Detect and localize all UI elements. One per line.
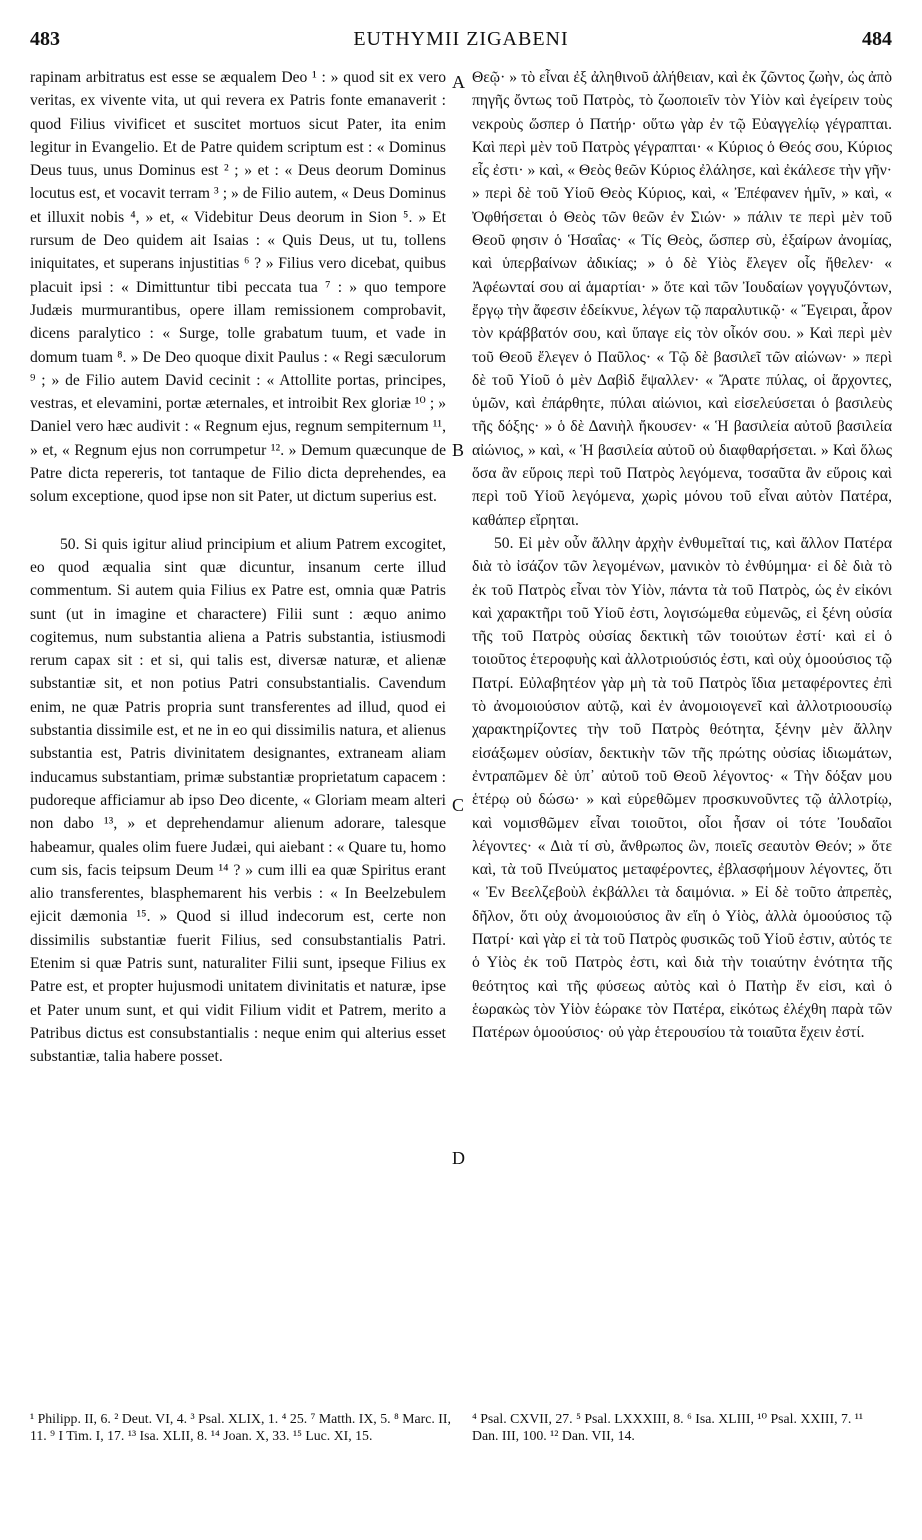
greek-paragraph-50: 50. Εἰ μὲν οὖν ἄλλην ἀρχὴν ἐνθυμεῖταί τις, καὶ ἄλλον Πατέρα διὰ τὸ ἰσάζον τῶν λεγομένων, μανικὸν τὸ ἐνθύμημα· εἰ δὲ διὰ τὸ ἐκ τοῦ Πατρὸς εἶναι τὸν Υἱὸν, πάντα τὰ τοῦ Πατρὸς, ὡς ἐν εἰκόνι καὶ χαρακτῆρι τοῦ Υἱοῦ ἐστι, λογισώμεθα εὐμενῶς, εἰ ξένη οὐσία τῆς τοῦ Πατρὸς οὐσίας δεκτικὴ τῶν τοιούτων ἐστί· καὶ εἰ ὁ τοιοῦτος ἑτεροφυὴς καὶ ἀλλοτριούσιός ἐστι, καὶ οὐχ ὁμοούσιος τῷ Πατρί. Εὐλαβητέον γὰρ μὴ τὰ τοῦ Πατρὸς ἴδια μεταφέροντες ἐπὶ τὸ ἀνομοιούσιον αὐτῷ, καὶ ἐν ἀνομοιογενεῖ καὶ ἀλλοτριοουσίῳ χαρακτηρίζοντες τὴν τοῦ Πατρὸς θεότητα, ξένην μὲν ἄλλην εἰσάξωμεν οὐσίαν, δεκτικὴν τῶν τῆς πρώτης οὐσίας ἰδιωμάτων, ἐντραπῶμεν δὲ ὑπ᾽ αὐτοῦ τοῦ Θεοῦ λέγοντος· « Τὴν δόξαν μου ἑτέρῳ οὐ δώσω· » καὶ εὑρεθῶμεν προσκυνοῦντες τῷ ἀλλοτρίῳ, καὶ νομισθῶμεν εἶναι τοιοῦτοι, οἷοι ἦσαν οἱ τότε Ἰουδαῖοι λέγοντες· « Διὰ τί σὺ, ἄνθρωπος ὢν, ποιεῖς σεαυτὸν Θεόν; » ὅτε καὶ, τὰ τοῦ Πνεύματος μεταφέροντες, ἐβλασφήμουν λέγοντες, ὅτι « Ἐν Βεελζεβοὺλ ἐκβάλλει τὰ δαιμόνια. » Εἰ δὲ τοῦτο ἀπρεπὲς, δῆλον, ὅτι οὐχ ἀνομοιούσιος ἂν εἴη ὁ Υἱὸς, ἀλλὰ ὁμοούσιος τῷ Πατρί· καὶ γὰρ εἰ τὰ τοῦ Πατρὸς φυσικῶς τοῦ Υἱοῦ ἐστιν, αὐτός τε ὁ Υἱὸς ἐκ τοῦ Πατρὸς ἐστι, καὶ διὰ τὴν τοιαύτην ἑνότητα τῆς θεότητος καὶ τῆς φύσεως αὐτὸς καὶ ὁ Πατὴρ ἕν εἰσι, καὶ ὁ ἑωρακὼς τὸν Υἱὸν ἑώρακε τὸν Πατέρα, εἰκότως ἐλέχθη παρὰ τῶν Πατέρων ὁμοούσιος· οὐ γὰρ ἑτερουσίου τὰ τοιαῦτα ἔχειν ἐστί. [472, 534, 892, 1042]
section-marker-d: D [452, 1148, 465, 1168]
footnotes-left: ¹ Philipp. II, 6. ² Deut. VI, 4. ³ Psal. XLIX, 1. ⁴ 25. ⁷ Matth. IX, 5. ⁸ Marc. II, 11. ⁹ I Tim. I, 17. ¹³ Isa. XLII, 8. ¹⁴ Joan. X, 33. ¹⁵ Luc. XI, 15. [30, 1411, 451, 1443]
running-title: EUTHYMII ZIGABENI [353, 28, 569, 50]
running-header [30, 22, 892, 62]
section-marker-c: C [452, 795, 465, 815]
page-number-right: 484 [862, 28, 892, 50]
latin-column [30, 66, 446, 1068]
greek-column [472, 66, 892, 1044]
section-marker-b: B [452, 440, 465, 460]
page-number-left: 483 [30, 28, 60, 50]
latin-paragraph-50: 50. Si quis igitur aliud principium et alium Patrem excogitet, eo quod æqualia sint quæ dicuntur, insanum certe illud commentum. Si autem quia Filius ex Patre est, omnia quæ Patris sunt (ut in imagine et charactere) Filii sunt : æquo animo cogitemus, num substantia aliena a Patris substantia, istiusmodi rerum capax sit : et si, qui talis est, diversæ naturæ, et alienæ substantiæ sit, et non potius Patri consubstantialis. Cavendum enim, ne quæ Patris propria sunt transferentes ad illud, quod ei substantia dissimile est, et ne in eo qui dissimilis natura, et alienus substantia est, Patris divinitatem designantes, extraneam aliam inducamus substantiam, primæ substantiæ proprietatum capacem : pudoreque afficiamur ab ipso Deo dicente, « Gloriam meam alteri non dabo ¹³, » et deprehendamur alienum adorare, talesque habeamur, quales olim fuere Judæi, qui aiebant : « Quare tu, homo cum sis, facis teipsum Deum ¹⁴ ? » cum illi ea quæ Spiritus erant alio transferentes, blasphemarent his verbis : « In Beelzebulem ejicit dæmonia ¹⁵. » Quod si illud indecorum est, certe non dissimilis substantiæ fuerit Filius, sed consubstantialis Patri. Etenim si quæ Patris sunt, naturaliter Filii sunt, ipseque Filius ex Patre est, et propter hujusmodi unitatem divinitatis et naturæ, ipse et Pater unum sunt, et qui vidit Filium vidit et Patrem, merito a Patribus dictus est consubstantialis : neque enim qui alterius esset substantiæ, talia habere posset. [30, 535, 446, 1066]
section-marker-a: A [452, 72, 465, 92]
greek-paragraph-1: Θεῷ· » τὸ εἶναι ἐξ ἀληθινοῦ ἀλήθειαν, καὶ ἐκ ζῶντος ζωὴν, ὡς ἀπὸ πηγῆς ὄντως τοῦ Πατρὸς, τὸ ζωοποιεῖν τὸν Υἱὸν καὶ ἐγείρειν τοὺς νεκροὺς ὥσπερ ὁ Πατήρ· οὕτω γὰρ ἐν τῷ Εὐαγγελίῳ γέγραπται. Καὶ περὶ μὲν τοῦ Πατρὸς γέγραπται· « Κύριος ὁ Θεός σου, Κύριος εἷς ἐστι· » καὶ, « Θεὸς θεῶν Κύριος ἐλάλησε, καὶ ἐκάλεσε τὴν γῆν· » περὶ δὲ τοῦ Υἱοῦ Θεὸς Κύριος, καὶ, « Ἐπέφανεν ἡμῖν, » καὶ, « Ὀφθήσεται ὁ Θεὸς τῶν θεῶν ἐν Σιών· » πάλιν τε περὶ μὲν τοῦ Θεοῦ φησιν ὁ Ἡσαΐας· « Τίς Θεὸς, ὥσπερ σὺ, ἐξαίρων ἀνομίας, καὶ ὑπερβαίνων ἀδικίας; » ὁ δὲ Υἱὸς ἔλεγεν οἷς ἤθελεν· « Ἀφέωνταί σου αἱ ἁμαρτίαι· » ὅτε καὶ τῶν Ἰουδαίων γογγυζόντων, ἔργῳ τὴν ἄφεσιν ἐδείκνυε, λέγων τῷ παραλυτικῷ· « Ἔγειραι, ἆρον τὸν κράββατόν σου, καὶ ὕπαγε εἰς τὸν οἶκόν σου. » Καὶ περὶ μὲν τοῦ Θεοῦ ἔλεγεν ὁ Παῦλος· « Τῷ δὲ βασιλεῖ τῶν αἰώνων· » περὶ δὲ τοῦ Υἱοῦ ὁ μὲν Δαβὶδ ἔψαλλεν· « Ἄρατε πύλας, οἱ ἄρχοντες, ὑμῶν, καὶ ἐπάρθητε, πύλαι αἰώνιοι, καὶ εἰσελεύσεται ὁ βασιλεὺς τῆς δόξης· » ὁ δὲ Δανιὴλ ἤκουσεν· « Ἡ βασιλεία αὐτοῦ βασιλεία αἰώνιος, » καὶ, « Ἡ βασιλεία αὐτοῦ οὐ διαφθαρήσεται. » Καὶ ὅλως ὅσα ἂν εὕροις περὶ τοῦ Πατρὸς λεγόμενα, τοσαῦτα ἂν εὕροις καὶ περὶ τοῦ Υἱοῦ λεγόμενα, χωρὶς μόνου τοῦ εἶναι αὐτὸν Πατέρα, καθάπερ εἴρηται. [472, 69, 892, 529]
latin-paragraph-1: rapinam arbitratus est esse se æqualem Deo ¹ : » quod sit ex vero veritas, ex vivente vita, ut qui revera ex Patris fonte emanaverit : quod Filius vivificet et suscitet mortuos sicut Pater, ita enim legitur in Evangelio. Et de Patre quidem scriptum est : « Dominus Deus tuus, unus Dominus est ² ; » et : « Deus deorum Dominus locutus est, et vocavit terram ³ ; » de Filio autem, « Deus Dominus et illuxit nobis ⁴, » et, « Videbitur Deus deorum in Sion ⁵. » Et rursum de Deo quidem ait Isaias : « Quis Deus, ut tu, tollens iniquitates, et superans injustitias ⁶ ? » Filius vero dicebat, quibus placuit ipsi : « Dimittuntur tibi peccata tua ⁷ : » quo tempore Judæis murmurantibus, opere illam remissionem comprobavit, dicens paralytico : « Surge, tolle grabatum tuum, et vade in domum tuam ⁸. » De Deo quoque dixit Paulus : « Regi sæculorum ⁹ ; » de Filio autem David cecinit : « Attollite portas, principes, vestras, et elevamini, portæ æternales, et introibit Rex gloriæ ¹⁰ ; » Daniel vero hæc audivit : « Regnum ejus, regnum sempiternum ¹¹, » et, « Regnum ejus non corrumpetur ¹². » Demum quæcunque de Patre dicta repereris, tot tantaque de Filio dicta deprehendes, ea solum exceptione, quod ipse non sit Pater, ut dictum superius est. [30, 69, 446, 506]
footnotes-right: ⁴ Psal. CXVII, 27. ⁵ Psal. LXXXIII, 8. ⁶ Isa. XLIII, ¹⁰ Psal. XXIII, 7. ¹¹ Dan. III, 100. ¹² Dan. VII, 14. [472, 1411, 864, 1443]
